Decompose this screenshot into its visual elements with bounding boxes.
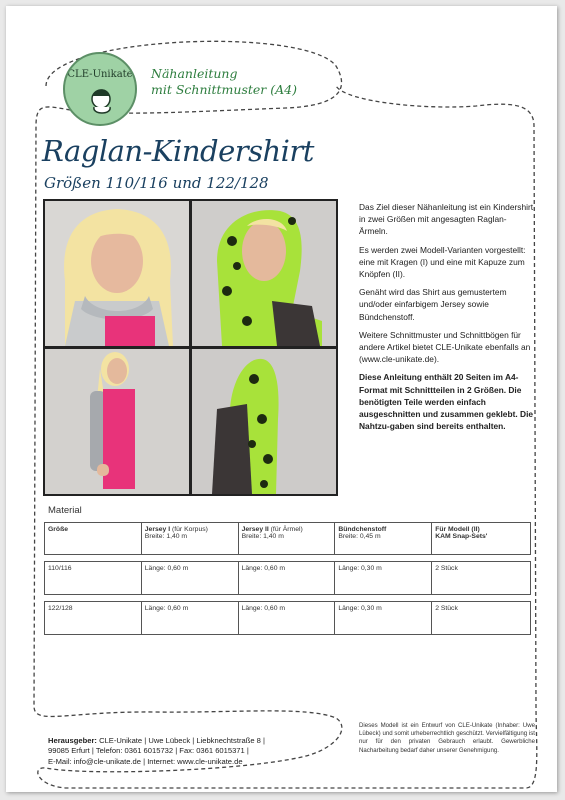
header-subtitle-line2: mit Schnittmuster (A4) [151,82,297,97]
table-spacer [45,595,531,602]
header-detail: KAM Snap-Sets' [435,533,488,540]
table-spacer [45,555,531,562]
logo-text: CLE-Unikate [67,69,133,80]
publisher-label: Herausgeber: [48,736,97,745]
table-header-cell [432,523,531,555]
email-label: E-Mail: [48,756,72,766]
table-cell: 2 Stück [432,602,531,635]
header-detail: Breite: 1,40 m [241,533,284,540]
material-label: Material [48,505,82,516]
table-cell: 110/116 [45,562,142,595]
table-header-row [45,523,531,555]
header-name: Jersey II [241,526,269,533]
header-subtitle [151,66,351,98]
material-table [44,522,531,635]
photo-child-collar-front [45,201,189,346]
footer-line [48,736,348,746]
table-cell: Länge: 0,60 m [141,562,238,595]
logo-head-icon [88,87,118,117]
header-note: (für Korpus) [172,526,208,533]
table-cell: Länge: 0,60 m [238,602,335,635]
photo-child-hood-side [192,201,336,346]
header-name: Für Modell (II) [435,526,480,533]
table-cell: 2 Stück [432,562,531,595]
table-header-cell [141,523,238,555]
document-page [6,6,557,792]
table-row [45,562,531,595]
description-paragraph-bold: Diese Anleitung enthält 20 Seiten im A4-Format mit Schnittteilen in 2 Größen. Die benötigten Teile werden einfach ausgeschnitten und zusammen geklebt. Die Nahtzu-gaben sind bereits enthalten. [359,372,534,432]
sizes-heading: Größen 110/116 und 122/128 [44,174,269,192]
header-detail: Breite: 1,40 m [144,533,188,540]
contact-text: info@cle-unikate.de | Internet: www.cle-unikate.de [73,756,243,766]
footer-line [48,757,348,767]
table-header-cell [335,523,432,555]
footer-line: 99085 Erfurt | Telefon: 0361 6015732 | Fax: 0361 6015371 | [48,746,249,756]
header-name: Jersey I [144,526,171,533]
table-cell: Länge: 0,30 m [335,562,432,595]
description [359,201,534,438]
header-subtitle-line1: Nähanleitung [151,66,238,81]
description-paragraph: Es werden zwei Modell-Varianten vorgestellt: eine mit Kragen (I) und eine mit Kapuze zum Knöpfen (II). [359,244,526,280]
header-note: (für Ärmel) [270,526,303,533]
header-detail: Breite: 0,45 m [338,533,381,540]
table-header-cell [45,523,142,555]
description-paragraph: Das Ziel dieser Nähanleitung ist ein Kindershirt in zwei Größen mit angesagten Raglan-Ärmeln. [359,202,534,237]
table-cell: Länge: 0,30 m [335,602,432,635]
header-name: Größe [48,526,69,533]
table-header-cell [238,523,335,555]
table-cell: Länge: 0,60 m [141,602,238,635]
copyright-notice: Dieses Modell ist ein Entwurf von CLE-Unikate (Inhaber: Uwe Lübeck) und somit urheberrechtlich geschützt. Vervielfältigung ist nur für den privaten Gebrauch erlaubt. Gewerbliche Nacharbeitung bedarf daher unserer Genehmigung. [359,722,535,754]
footer-publisher [48,736,348,767]
photo-child-full-side [45,349,189,494]
description-paragraph: Genäht wird das Shirt aus gemustertem und/oder einfarbigem Jersey sowie Bündchenstoff. [359,287,507,322]
photo-grid [43,199,338,496]
description-paragraph: Weitere Schnittmuster und Schnittbögen für andere Artikel bietet CLE-Unikate ebenfalls an (www.cle-unikate.de). [359,329,531,365]
header-name: Bündchenstoff [338,526,387,533]
publisher-text: CLE-Unikate | Uwe Lübeck | Liebknechtstraße 8 | [99,736,265,745]
table-row [45,602,531,635]
logo [63,52,137,126]
page-title: Raglan-Kindershirt [42,134,314,168]
table-cell: Länge: 0,60 m [238,562,335,595]
photo-hood-back [192,349,336,494]
table-cell: 122/128 [45,602,142,635]
